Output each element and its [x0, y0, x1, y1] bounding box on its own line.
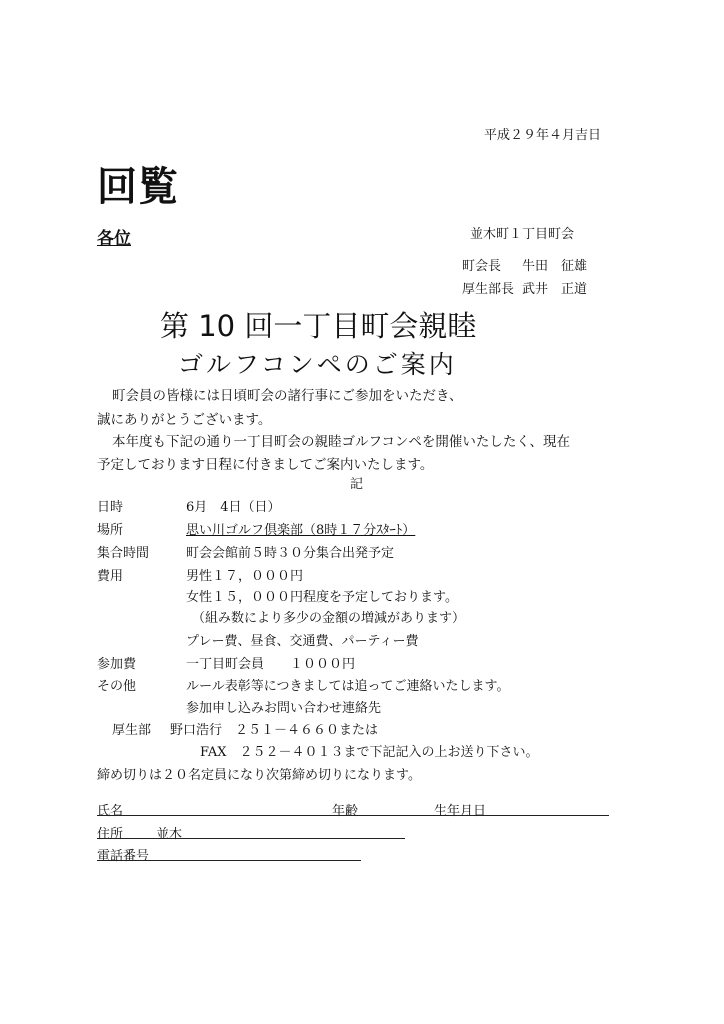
form-address-line[interactable] — [97, 838, 405, 839]
form-phone-line[interactable] — [97, 860, 361, 861]
fee-label: 費用 — [97, 569, 124, 584]
form-name-line[interactable] — [97, 815, 609, 816]
body-line-3: 本年度も下記の通り一丁目町会の親睦ゴルフコンペを開催いたしたく、現在 — [112, 434, 571, 450]
document-title: 回覧 — [97, 164, 179, 210]
meeting-time-value: 町会会館前５時３０分集合出発予定 — [186, 546, 395, 561]
signatory-name: 武井 正道 — [522, 282, 588, 297]
ki-marker: 記 — [350, 477, 364, 492]
form-address-label: 住所 — [97, 827, 124, 842]
fee-female: 女性１５，０００円程度を予定しております。 — [186, 590, 458, 605]
fee-note: （組み数により多少の金額の増減があります） — [192, 611, 466, 626]
date-value: 6月 4日（日） — [186, 500, 281, 515]
place-label: 場所 — [97, 523, 124, 538]
contact-heading: 参加申し込みお問い合わせ連絡先 — [186, 701, 382, 716]
form-name-label: 氏名 — [97, 804, 124, 819]
contact-person-phone: 野口浩行 ２５１－４６６０または — [170, 723, 379, 738]
organization-name: 並木町１丁目町会 — [470, 227, 575, 242]
body-line-1: 町会員の皆様には日頃町会の諸行事にご参加をいただき、 — [112, 388, 463, 404]
fee-male: 男性１７，０００円 — [186, 569, 304, 584]
document-date: 平成２９年４月吉日 — [484, 128, 602, 143]
date-label: 日時 — [97, 500, 124, 515]
signatory-role: 厚生部長 — [462, 282, 515, 297]
event-heading-line2: ゴルフコンペのご案内 — [178, 350, 457, 379]
body-line-4: 予定しております日程に付きましてご案内いたします。 — [97, 457, 434, 473]
other-label: その他 — [97, 679, 137, 694]
deadline-notice: 締め切りは２０名定員になり次第締め切りになります。 — [97, 768, 421, 783]
form-age-label: 年齢 — [332, 804, 359, 819]
addressee: 各位 — [97, 229, 131, 249]
meeting-time-label: 集合時間 — [97, 546, 150, 561]
other-value: ルール表彰等につきましては追ってご連絡いたします。 — [186, 679, 510, 694]
signatory-welfare-head — [462, 278, 587, 297]
event-heading-line1: 第 10 回一丁目町会親睦 — [160, 309, 477, 343]
form-phone-label: 電話番号 — [97, 849, 150, 864]
signatory-name: 牛田 征雄 — [522, 259, 588, 274]
contact-department: 厚生部 — [112, 723, 152, 738]
form-address-value: 並木 — [156, 827, 183, 842]
signatory-role: 町会長 — [462, 259, 502, 274]
body-line-2: 誠にありがとうございます。 — [97, 412, 272, 428]
form-birthdate-label: 生年月日 — [434, 804, 487, 819]
contact-fax: FAX ２５２－４０１３まで下記記入の上お送り下さい。 — [200, 745, 539, 760]
participation-fee-value: 一丁目町会員 １０００円 — [186, 657, 356, 672]
signatory-chairman — [462, 255, 587, 274]
participation-fee-label: 参加費 — [97, 657, 137, 672]
place-value: 思い川ゴルフ倶楽部（8時１７分ｽﾀｰﾄ） — [186, 523, 416, 538]
fee-includes: プレー費、昼食、交通費、パーティー費 — [186, 634, 419, 649]
